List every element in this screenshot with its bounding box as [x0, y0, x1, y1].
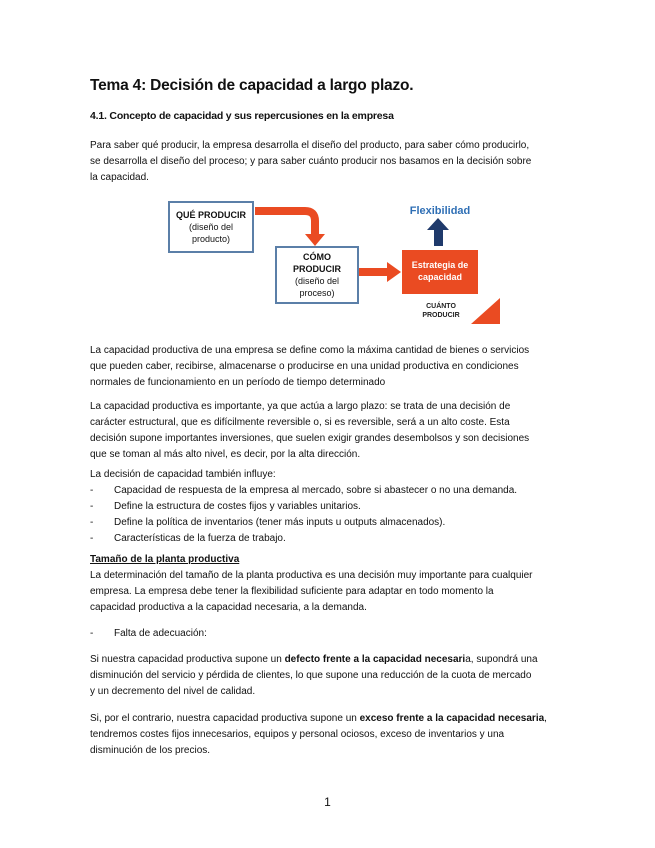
box-subtitle: (diseño del	[188, 222, 234, 232]
box-title: CÓMO	[303, 252, 331, 262]
arrow-head-up-icon	[427, 218, 449, 230]
text-run: a, supondrá una	[465, 654, 538, 665]
text-line: carácter estructural, que es difícilmente reversible o, si es reversible, será a un alto coste. Esta	[90, 417, 510, 428]
list-item-text: Falta de adecuación:	[114, 628, 207, 639]
label-line: CUÁNTO	[426, 303, 456, 310]
text-run: Si, por el contrario, nuestra capacidad productiva supone un	[90, 713, 360, 724]
bullet-dash: -	[90, 628, 94, 639]
list-item	[90, 626, 566, 642]
box-title: capacidad	[417, 272, 463, 282]
bullet-dash: -	[90, 485, 94, 496]
text-line: la capacidad.	[90, 172, 149, 183]
text-line: empresa. La empresa debe tener la flexibilidad suficiente para adaptar en todo momento la	[90, 586, 494, 597]
text-run: Si nuestra capacidad productiva supone un	[90, 654, 285, 665]
text-line: Para saber qué producir, la empresa desarrolla el diseño del producto, para saber cómo producirlo,	[90, 140, 530, 151]
page-number: 1	[324, 795, 331, 809]
text-line	[90, 652, 566, 668]
box-subtitle: (diseño del	[294, 276, 340, 286]
importance-paragraph	[90, 399, 566, 463]
curved-arrow-icon	[255, 211, 315, 236]
bold-text: defecto frente a la capacidad necesari	[284, 654, 466, 665]
text-line: capacidad productiva a la capacidad necesaria, a la demanda.	[90, 602, 367, 613]
label-line: PRODUCIR	[422, 312, 460, 319]
estrategia-capacidad-box	[402, 250, 478, 294]
flexibilidad-label: Flexibilidad	[409, 205, 471, 217]
text-line: y un decremento del nivel de calidad.	[90, 686, 256, 697]
box-title: Estrategia de	[411, 260, 469, 270]
exceso-paragraph	[90, 711, 566, 759]
bullet-dash: -	[90, 533, 94, 544]
text-line: se desarrolla el diseño del proceso; y para saber cuánto producir nos basamos en la decisión sobre	[90, 156, 532, 167]
list-item	[90, 499, 566, 515]
tamano-paragraph	[90, 568, 566, 616]
list-item-text: Características de la fuerza de trabajo.	[114, 533, 286, 544]
bullet-dash: -	[90, 517, 94, 528]
text-line: disminución del servicio y pérdida de clientes, lo que supone una reducción de la cuota de mercado	[90, 670, 532, 681]
section-heading: 4.1. Concepto de capacidad y sus repercusiones en la empresa	[90, 110, 394, 122]
list-item	[90, 483, 566, 499]
text-line: normales de funcionamiento en un período de tiempo determinado	[90, 377, 386, 388]
text-line: La capacidad productiva es importante, ya que actúa a largo plazo: se trata de una decisión de	[90, 401, 511, 412]
list-item	[90, 515, 566, 531]
text-line	[90, 711, 566, 727]
page-title: Tema 4: Decisión de capacidad a largo plazo.	[90, 77, 414, 94]
influye-heading: La decisión de capacidad también influye:	[90, 469, 276, 480]
box-subtitle: producto)	[191, 234, 231, 244]
definition-paragraph	[90, 343, 566, 391]
bullet-dash: -	[90, 501, 94, 512]
text-line: tendremos costes fijos innecesarios, equipos y personal ociosos, exceso de inventarios y una	[90, 729, 505, 740]
list-item-text: Define la política de inventarios (tener más inputs u outputs almacenados).	[114, 517, 446, 528]
text-run: ,	[544, 713, 547, 724]
cuanto-producir-label	[411, 302, 471, 320]
box-title: PRODUCIR	[292, 264, 341, 274]
list-item-text: Define la estructura de costes fijos y variables unitarios.	[114, 501, 361, 512]
text-line: que se toman al más alto nivel, es decir, por la alta dirección.	[90, 449, 361, 460]
intro-paragraph	[90, 138, 566, 186]
box-title: QUÉ PRODUCIR	[175, 210, 246, 220]
defecto-paragraph	[90, 652, 566, 700]
corner-triangle-icon	[471, 298, 500, 324]
arrow-head-right-icon	[387, 262, 401, 282]
text-line: disminución de los precios.	[90, 745, 211, 756]
text-line: La capacidad productiva de una empresa se define como la máxima cantidad de bienes o servicios	[90, 345, 530, 356]
bold-text: exceso frente a la capacidad necesaria	[359, 713, 545, 724]
arrow-shaft-up	[434, 228, 443, 246]
text-line: que pueden caber, recibirse, almacenarse o producirse en una unidad productiva en condiciones	[90, 361, 519, 372]
tamano-heading: Tamaño de la planta productiva	[90, 554, 240, 565]
que-producir-box	[168, 201, 254, 253]
arrow-shaft-right	[359, 268, 389, 276]
box-subtitle: proceso)	[299, 288, 335, 298]
como-producir-box	[275, 246, 359, 304]
list-item	[90, 531, 566, 547]
text-line: La determinación del tamaño de la planta productiva es una decisión muy importante para cualquier	[90, 570, 533, 581]
text-line: decisión supone importantes inversiones, que suelen exigir grandes desembolsos y son decisiones	[90, 433, 530, 444]
list-item-text: Capacidad de respuesta de la empresa al mercado, sobre si abastecer o no una demanda.	[114, 485, 518, 496]
capacity-diagram	[165, 198, 500, 326]
arrow-head-down-icon	[305, 234, 325, 246]
